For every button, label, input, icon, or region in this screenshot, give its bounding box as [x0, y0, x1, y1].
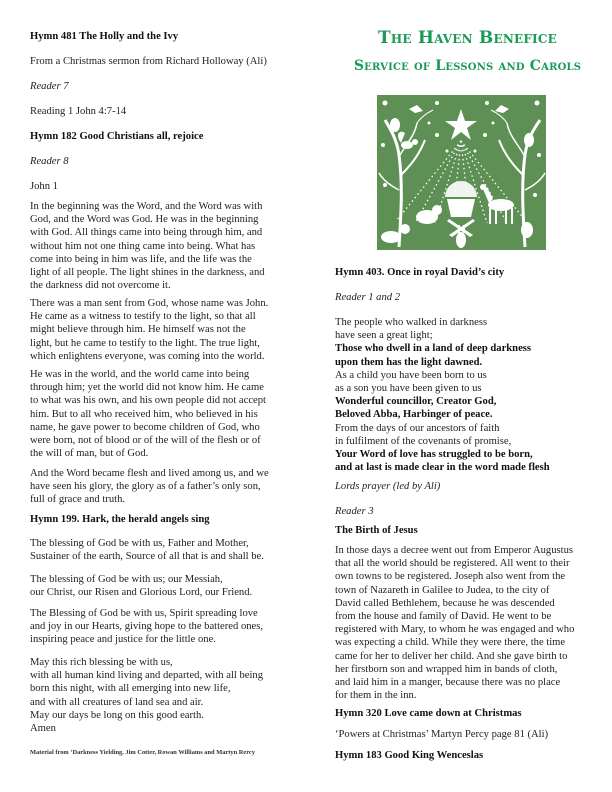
text-line: He was in the world, and the world came into being: [30, 369, 250, 380]
reader-3-label: Reader 3: [335, 506, 374, 517]
text-line: The Blessing of God be with us, Spirit spreading love: [30, 608, 258, 619]
star-icon: [445, 109, 477, 140]
text-line: light, but he came to testify to the light. The true light,: [30, 337, 260, 349]
powers-line: ‘Powers at Christmas’ Martyn Percy page 81 (Ali): [335, 729, 549, 740]
text-line: born this night, with all emerging into new life,: [30, 683, 231, 695]
nativity-illustration: [377, 95, 546, 250]
text-line: our Christ, our Risen and Glorious Lord, our Friend.: [30, 587, 253, 599]
responsory-line: From the days of our ancestors of faith: [335, 422, 500, 434]
text-line: David called Bethlehem, because he was descended: [335, 597, 555, 609]
text-line: and joy in our Hearts, giving hope to the battered ones,: [30, 621, 264, 633]
text-line: There was a man sent from God, whose name was John.: [30, 298, 269, 309]
text-line: He came as a witness to testify to the light, so that all: [30, 311, 256, 323]
raccoon-icon: [416, 205, 442, 224]
page-title: The Haven Benefice: [378, 28, 557, 48]
squirrel-icon: [398, 132, 418, 149]
reader-8-label: Reader 8: [30, 156, 69, 167]
text-line: Amen: [30, 723, 56, 735]
text-line: the darkness did not overcome it.: [30, 280, 171, 292]
text-line: and laid him in a manger, because there was no place: [335, 677, 561, 689]
text-line: her firstborn son and wrapped him in bands of cloth,: [335, 663, 558, 675]
text-line: full of grace and truth.: [30, 494, 126, 506]
text-line: to what was his own, and his own people did not accept: [30, 395, 266, 407]
text-line: with all human kind living and departed, with all being: [30, 670, 264, 682]
text-line: without him not one thing came into being. What has: [30, 240, 256, 252]
responsory-line: and at last is made clear in the word made flesh: [335, 462, 550, 474]
hymn-183-heading: Hymn 183 Good King Wenceslas: [335, 750, 484, 761]
right-tree: [491, 110, 545, 247]
manger-icon: [445, 181, 477, 237]
page-subtitle: Service of Lessons and Carols: [353, 58, 582, 74]
text-line: town of Nazareth in Galilee to Judea, to the city of: [335, 584, 550, 596]
text-line: through him; yet the world did not know him. He came: [30, 382, 264, 394]
footnote: Material from ‘Darkness Yielding, Jim Cotter, Rowan Williams and Martyn Rercy: [30, 749, 255, 756]
john-para-3: [30, 368, 266, 460]
text-line: God, and the Word was God. He was in the beginning: [30, 214, 259, 226]
text-line: The blessing of God be with us; our Messiah,: [30, 574, 223, 585]
text-line: from the house and family of David. He went to be: [335, 611, 552, 623]
responsory-line: Wonderful councillor, Creator God,: [335, 396, 497, 408]
responsory-line: in fulfilment of the covenants of promise,: [335, 435, 512, 447]
hymn-403-heading: Hymn 403. Once in royal David’s city: [335, 267, 505, 278]
sermon-line: From a Christmas sermon from Richard Holloway (Ali): [30, 56, 267, 67]
text-line: inspiring peace and justice for the little one.: [30, 634, 216, 646]
text-line: that all the world should be registered. All went to their: [335, 558, 570, 570]
text-line: own towns to be registered. Joseph also went from the: [335, 571, 566, 583]
text-line: and with all creatures of land sea and air.: [30, 696, 204, 708]
john-1-label: John 1: [30, 181, 58, 192]
hymn-199-heading: Hymn 199. Hark, the herald angels sing: [30, 514, 210, 525]
john-para-1: [30, 200, 265, 292]
text-line: might believe through him. He himself was not the: [30, 324, 246, 336]
reading-1-line: Reading 1 John 4:7-14: [30, 106, 127, 117]
john-para-4: [30, 467, 269, 507]
fox-icon: [381, 224, 410, 243]
responsory-line: Beloved Abba, Harbinger of peace.: [335, 409, 493, 421]
responsory-line: As a child you have been born to us: [335, 369, 487, 381]
text-line: registered with Mary, to whom he was engaged and who: [335, 624, 575, 636]
birth-of-jesus-text: [335, 544, 574, 702]
blessing-2: [30, 573, 252, 599]
text-line: And the Word became flesh and lived among us, and we: [30, 468, 269, 479]
text-line: May this rich blessing be with us,: [30, 657, 173, 668]
text-line: In those days a decree went out from Emperor Augustus: [335, 545, 574, 556]
text-line: came for her to deliver her child. And she gave birth to: [335, 650, 568, 662]
reader-1-2-label: Reader 1 and 2: [335, 292, 401, 303]
reader-7-label: Reader 7: [30, 81, 69, 92]
text-line: The blessing of God be with us, Father and Mother,: [30, 538, 249, 549]
text-line: was expecting a child. While they were there, the time: [335, 637, 566, 649]
blessing-3: [30, 607, 263, 647]
hymn-320-heading: Hymn 320 Love came down at Christmas: [335, 708, 522, 719]
responsory-line: as a son you have been given to us: [335, 383, 482, 395]
responsory-line: Those who dwell in a land of deep darkness: [335, 343, 532, 355]
nativity-scene-icon: [377, 95, 546, 250]
hymn-182-heading: Hymn 182 Good Christians all, rejoice: [30, 131, 204, 142]
text-line: with God. All things came into being through him, and: [30, 227, 263, 239]
responsory-line: Your Word of love has struggled to be born,: [335, 449, 533, 461]
text-line: which enlightens everyone, was coming into the world.: [30, 350, 265, 362]
blessing-4: [30, 656, 263, 735]
text-line: May our days be long on this good earth.: [30, 709, 204, 721]
responsory-line: The people who walked in darkness: [335, 317, 488, 328]
text-line: Sustainer of the earth, Source of all that is and shall be.: [30, 551, 264, 563]
text-line: come into being in him was life, and the life was the: [30, 253, 252, 265]
text-line: the will of man, but of God.: [30, 448, 149, 460]
text-line: name, he gave power to become children of God, who: [30, 421, 260, 433]
text-line: were born, not of blood or of the will of the flesh or of: [30, 435, 261, 447]
blessing-1: [30, 537, 264, 563]
text-line: have seen his glory, the glory as of a father’s only son,: [30, 481, 261, 493]
text-line: light of all people. The light shines in the darkness, and: [30, 267, 265, 279]
text-line: for them in the inn.: [335, 690, 417, 702]
deer-icon: [480, 184, 514, 224]
responsory: [335, 316, 550, 474]
birth-of-jesus-heading: The Birth of Jesus: [335, 525, 418, 536]
lords-prayer-line: Lords prayer (led by Ali): [335, 481, 441, 492]
text-line: him. But to all who received him, who believed in his: [30, 408, 258, 420]
john-para-2: [30, 297, 268, 363]
responsory-line: upon them has the light dawned.: [335, 356, 483, 368]
responsory-line: have seen a great light;: [335, 330, 433, 342]
text-line: In the beginning was the Word, and the Word was with: [30, 201, 263, 212]
hymn-481-heading: Hymn 481 The Holly and the Ivy: [30, 31, 179, 42]
